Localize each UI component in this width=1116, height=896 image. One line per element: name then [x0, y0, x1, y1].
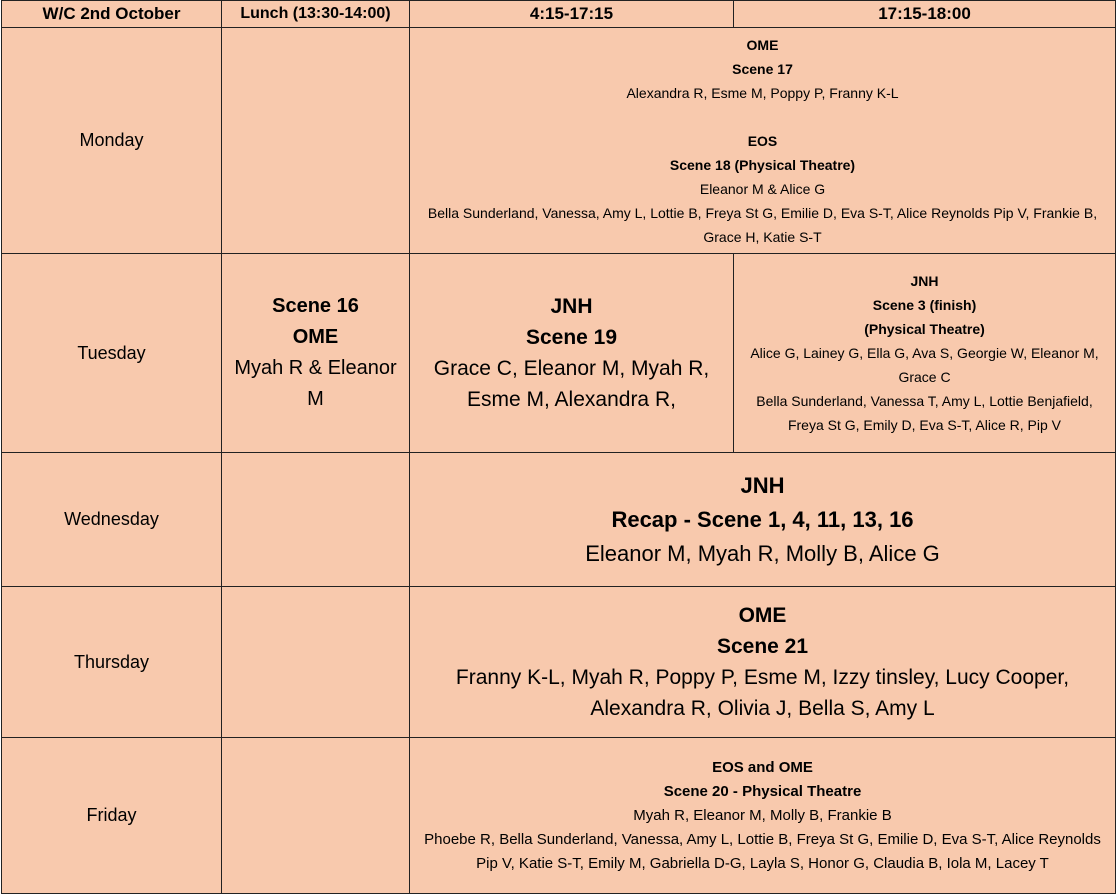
friday-lunch-cell: [222, 738, 410, 894]
tuesday-lunch-group: OME: [292, 326, 339, 348]
tuesday-evening-note: (Physical Theatre): [864, 321, 985, 337]
monday-row: [2, 28, 1116, 254]
friday-row: [2, 738, 1116, 894]
header-row: [2, 1, 1116, 28]
tuesday-afternoon-scene: Scene 19: [525, 326, 618, 349]
monday-lunch-cell: [222, 28, 410, 254]
tuesday-evening-scene: Scene 3 (finish): [872, 297, 977, 313]
tuesday-afternoon-cell: [410, 254, 734, 453]
monday-day-cell: Monday: [2, 28, 222, 254]
tuesday-lunch-cell: [222, 254, 410, 453]
thursday-day-cell: Thursday: [2, 587, 222, 738]
tuesday-evening-cast1: Alice G, Lainey G, Ella G, Ava S, Georgie W, Eleanor M, Grace C: [750, 345, 1099, 385]
afternoon-column-header: 4:15-17:15: [410, 1, 734, 28]
thursday-session-cell: [410, 587, 1116, 738]
friday-leads: Myah R, Eleanor M, Molly B, Frankie B: [633, 806, 892, 824]
tuesday-afternoon-group: JNH: [550, 295, 593, 318]
monday-spacer: [414, 105, 1111, 129]
friday-group: EOS and OME: [712, 758, 813, 776]
week-header: W/C 2nd October: [2, 1, 222, 28]
tuesday-evening-group: JNH: [910, 273, 939, 289]
thursday-scene: Scene 21: [716, 635, 809, 658]
wednesday-lunch-cell: [222, 453, 410, 587]
thursday-cast: Franny K-L, Myah R, Poppy P, Esme M, Izzy tinsley, Lucy Cooper, Alexandra R, Olivia J, Bella S, Amy L: [455, 666, 1070, 720]
monday-session-cell: [410, 28, 1116, 254]
thursday-row: [2, 587, 1116, 738]
tuesday-lunch-cast: Myah R & Eleanor M: [234, 357, 397, 410]
tuesday-lunch-scene: Scene 16: [272, 295, 359, 317]
monday-cast1: Alexandra R, Esme M, Poppy P, Franny K-L: [626, 84, 899, 101]
wednesday-session-cell: [410, 453, 1116, 587]
friday-scene: Scene 20 - Physical Theatre: [663, 782, 862, 800]
rehearsal-schedule-table: [1, 0, 1116, 894]
friday-day-cell: Friday: [2, 738, 222, 894]
monday-leads2: Eleanor M & Alice G: [699, 180, 826, 197]
tuesday-evening-cast2: Bella Sunderland, Vanessa T, Amy L, Lottie Benjafield, Freya St G, Emily D, Eva S-T, Alice R, Pip V: [756, 393, 1093, 433]
friday-cast: Phoebe R, Bella Sunderland, Vanessa, Amy L, Lottie B, Freya St G, Emilie D, Eva S-T, Alice Reynolds Pip V, Katie S-T, Emily M, Gabriella D-G, Layla S, Honor G, Claudia B, Iola M, Lacey T: [424, 830, 1101, 872]
evening-column-header: 17:15-18:00: [734, 1, 1116, 28]
tuesday-row: [2, 254, 1116, 453]
tuesday-day-cell: Tuesday: [2, 254, 222, 453]
wednesday-row: [2, 453, 1116, 587]
wednesday-day-cell: Wednesday: [2, 453, 222, 587]
monday-scene1: Scene 17: [732, 60, 793, 77]
tuesday-afternoon-cast: Grace C, Eleanor M, Myah R, Esme M, Alexandra R,: [433, 357, 710, 411]
wednesday-group: JNH: [740, 472, 785, 498]
wednesday-cast: Eleanor M, Myah R, Molly B, Alice G: [585, 540, 940, 566]
thursday-group: OME: [738, 604, 787, 627]
friday-session-cell: [410, 738, 1116, 894]
monday-group2: EOS: [747, 132, 778, 149]
tuesday-evening-cell: [734, 254, 1116, 453]
monday-cast2: Bella Sunderland, Vanessa, Amy L, Lottie B, Freya St G, Emilie D, Eva S-T, Alice Reynolds Pip V, Frankie B, Grace H, Katie S-T: [427, 204, 1098, 245]
monday-scene2: Scene 18 (Physical Theatre): [669, 156, 856, 173]
lunch-column-header: Lunch (13:30-14:00): [222, 1, 410, 28]
thursday-lunch-cell: [222, 587, 410, 738]
wednesday-scene: Recap - Scene 1, 4, 11, 13, 16: [611, 506, 914, 532]
monday-group1: OME: [746, 36, 779, 53]
